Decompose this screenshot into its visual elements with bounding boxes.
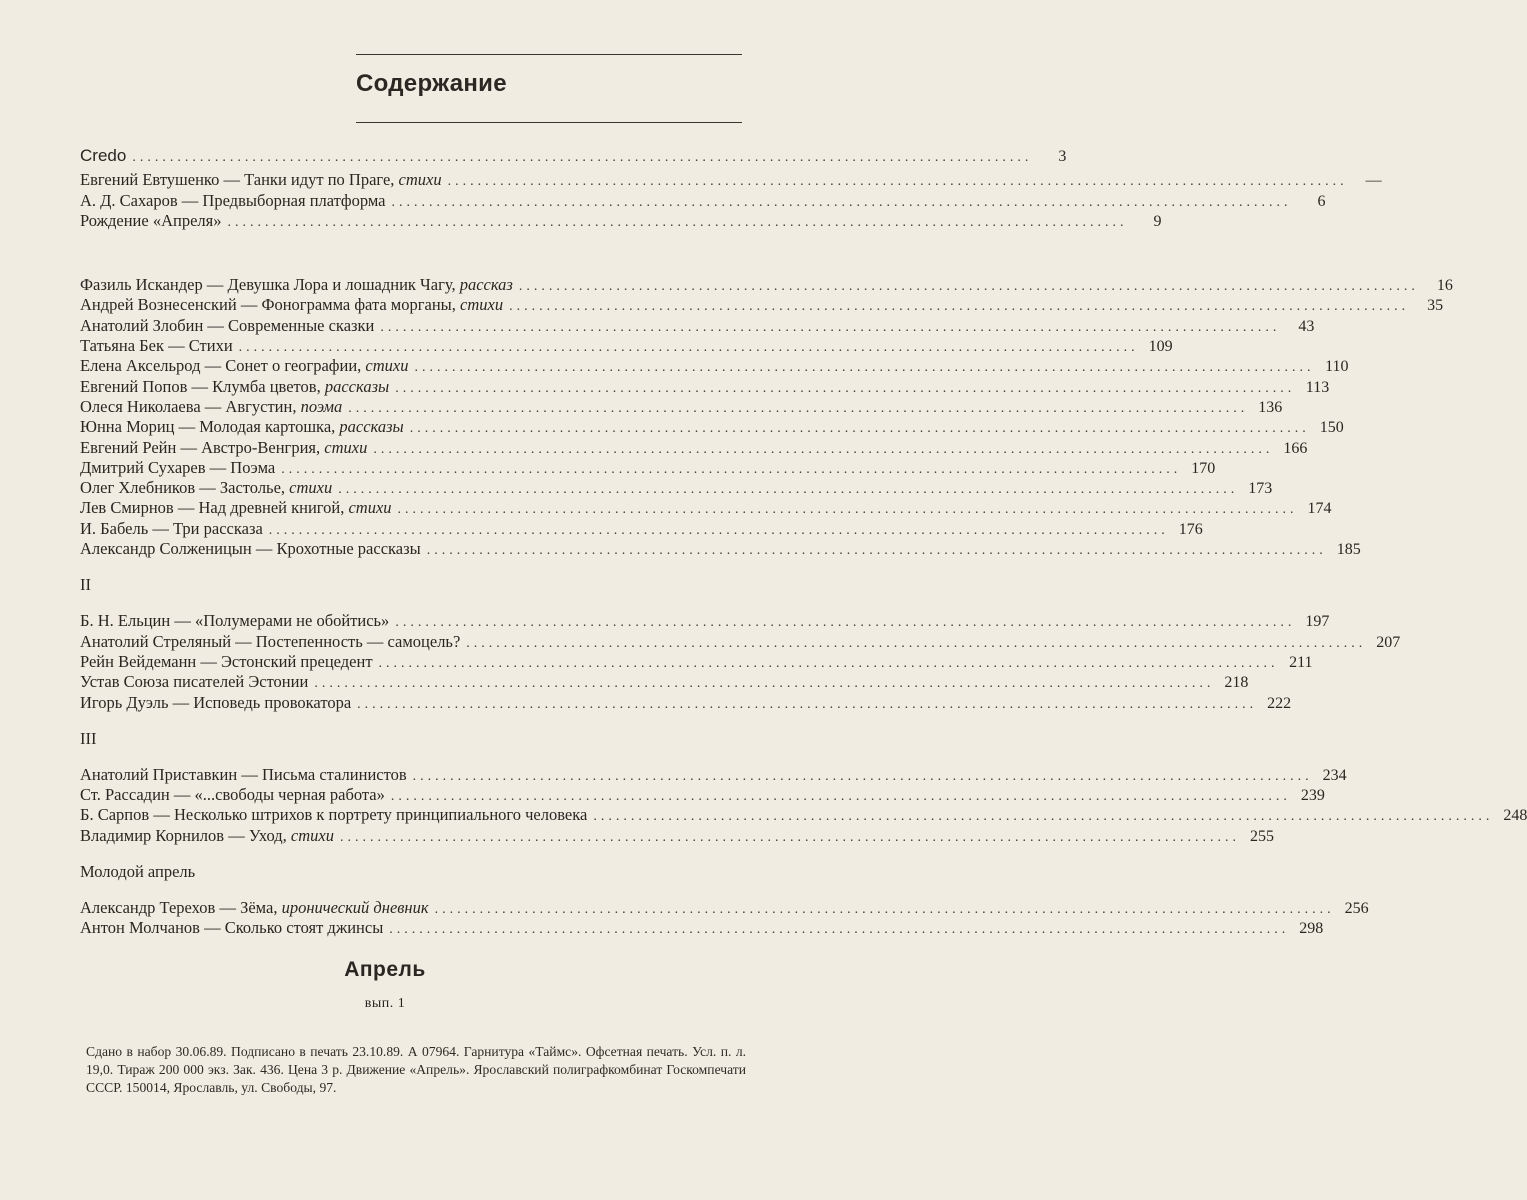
toc-entry	[80, 170, 1382, 190]
toc-leader-dots: ........................................................................................................................	[268, 522, 1169, 538]
toc-entry	[80, 146, 1067, 166]
toc-author: Евгений Рейн	[80, 437, 177, 457]
toc-work: Молодая картошка,	[199, 417, 336, 437]
toc-leader-dots: ........................................................................................................................	[373, 441, 1274, 457]
toc-leader-dots: ........................................................................................................................	[434, 902, 1335, 918]
toc-entry	[80, 457, 1216, 478]
toc-entry	[80, 539, 1361, 559]
toc-author: Рождение «Апреля»	[80, 210, 222, 230]
toc-author: Дмитрий Сухарев	[80, 457, 206, 477]
toc-work: Исповедь провокатора	[193, 692, 352, 712]
toc-entry-text: Антон Молчанов — Сколько стоят джинсы	[80, 918, 384, 938]
toc-author: Елена Аксельрод	[80, 356, 201, 376]
toc-author: Фазиль Искандер	[80, 275, 203, 295]
toc-entry	[80, 190, 1326, 211]
toc-page-number: 6	[1317, 192, 1326, 210]
toc-entry-text: И. Бабель — Три рассказа	[80, 518, 263, 538]
toc-leader-dots: ........................................................................................................................	[132, 150, 1033, 165]
toc-work: «Полумерами не обойтись»	[194, 611, 390, 631]
toc-page-number: 3	[1058, 148, 1067, 165]
toc-work: Австро-Венгрия,	[201, 437, 321, 457]
toc-author: Татьяна Бек	[80, 336, 164, 356]
toc-work: Августин,	[225, 396, 297, 416]
toc-page-number: 166	[1283, 439, 1308, 457]
toc-gap	[80, 882, 745, 898]
toc-entry-text: Ст. Рассадин — «...свободы черная работа»	[80, 785, 385, 805]
toc-page-number: 234	[1322, 766, 1347, 784]
toc-entry	[80, 396, 1283, 417]
toc-entry	[80, 295, 1444, 315]
toc-entry-text: Игорь Дуэль — Исповедь провокатора	[80, 692, 352, 712]
toc-page-number: 113	[1305, 378, 1330, 396]
toc-author: Игорь Дуэль	[80, 692, 169, 712]
toc-author: Ст. Рассадин	[80, 785, 170, 805]
toc-genre: стихи	[365, 356, 409, 376]
toc-work: Клумба цветов,	[212, 376, 321, 396]
toc-gap	[80, 231, 745, 253]
toc-work: Танки идут по Праге,	[244, 170, 395, 190]
toc-page-number: 136	[1258, 398, 1283, 416]
toc-work: Зёма,	[240, 898, 278, 918]
toc-entry-text: Лев Смирнов — Над древней книгой, стихи	[80, 498, 392, 518]
toc-author: Евгений Попов	[80, 376, 188, 396]
toc-section-heading: III	[80, 728, 97, 748]
toc-entry-text: Рейн Вейдеманн — Эстонский прецедент	[80, 651, 373, 671]
imprint-text: Сдано в набор 30.06.89. Подписано в печать 23.10.89. А 07964. Гарнитура «Таймс». Офсетная печать. Усл. п. л. 19,0. Тираж 200 000 экз. Зак. 436. Цена 3 р. Движение «Апрель». Ярославский полиграфкомбинат Госкомпечати СССР. 150014, Ярославль, ул. Свободы, 97.	[86, 1044, 746, 1095]
toc-work: Сонет о географии,	[225, 356, 362, 376]
toc-work: «...свободы черная работа»	[194, 785, 385, 805]
toc-entry-text: Анатолий Злобин — Современные сказки	[80, 315, 375, 335]
title-bottom-rule	[356, 122, 742, 123]
toc-author: Анатолий Стреляный	[80, 631, 232, 651]
issue-number: вып. 1	[364, 996, 406, 1011]
toc-entry-text: Евгений Рейн — Австро-Венгрия, стихи	[80, 437, 368, 457]
toc-entry	[80, 275, 1453, 295]
toc-entry-text: Б. Н. Ельцин — «Полумерами не обойтись»	[80, 611, 390, 631]
toc-genre: рассказ	[459, 275, 513, 295]
toc-page-number: 255	[1249, 827, 1274, 845]
toc-work: Сколько стоят джинсы	[224, 918, 384, 938]
toc-work: Стихи	[188, 336, 233, 356]
toc-author: Олеся Николаева	[80, 396, 201, 416]
toc-leader-dots: ........................................................................................................................	[389, 922, 1290, 938]
toc-entry	[80, 898, 1369, 918]
toc-gap	[80, 749, 745, 765]
toc-leader-dots: ........................................................................................................................	[412, 768, 1313, 784]
toc-entry	[80, 692, 1292, 713]
toc-author: Олег Хлебников	[80, 478, 196, 498]
toc-genre: стихи	[289, 478, 333, 498]
toc-entry	[80, 315, 1315, 336]
toc-work: Современные сказки	[228, 315, 375, 335]
toc-entry	[80, 825, 1274, 846]
toc-page-number: 110	[1325, 358, 1349, 376]
toc-page-number: 222	[1267, 694, 1292, 712]
toc-genre: стихи	[460, 295, 504, 315]
toc-leader-dots: ........................................................................................................................	[593, 809, 1494, 825]
toc-work: Несколько штрихов к портрету принципиального человека	[173, 805, 588, 825]
toc-page-number: 9	[1153, 212, 1162, 230]
toc-entry	[80, 651, 1313, 672]
toc-entry	[80, 210, 1162, 231]
toc-entry-text: Б. Сарпов — Несколько штрихов к портрету принципиального человека	[80, 805, 588, 825]
toc-work: Фонограмма фата морганы,	[261, 295, 456, 315]
toc-leader-dots: ........................................................................................................................	[509, 299, 1410, 315]
toc-gap	[80, 846, 745, 862]
toc-page-number: 197	[1305, 613, 1330, 631]
toc-author: Андрей Вознесенский	[80, 295, 237, 315]
toc-leader-dots: ........................................................................................................................	[414, 360, 1315, 376]
toc-page-number: 109	[1148, 338, 1173, 356]
toc-page-number: 150	[1319, 419, 1344, 437]
toc-page-number: 298	[1299, 920, 1324, 938]
toc-entry-text: Анатолий Приставкин — Письма сталинистов	[80, 764, 407, 784]
toc-entry	[80, 764, 1347, 785]
toc-work: Три рассказа	[172, 518, 263, 538]
toc-leader-dots: ........................................................................................................................	[314, 676, 1215, 692]
toc-page-number: 239	[1300, 787, 1325, 805]
toc-page-number: 248	[1503, 807, 1527, 825]
page-title: Содержание	[356, 70, 507, 97]
toc-entry	[80, 356, 1349, 376]
toc-leader-dots: ........................................................................................................................	[395, 380, 1296, 396]
magazine-title: Апрель	[344, 958, 426, 981]
toc-gap	[80, 713, 745, 729]
toc-leader-dots: ........................................................................................................................	[348, 400, 1249, 416]
toc-author: Устав Союза писателей Эстонии	[80, 672, 309, 692]
toc-leader-dots: ........................................................................................................................	[380, 319, 1281, 335]
toc-leader-dots: ........................................................................................................................	[357, 696, 1258, 712]
toc-leader-dots: ........................................................................................................................	[466, 635, 1367, 651]
toc-leader-dots: ........................................................................................................................	[281, 461, 1182, 477]
toc-page-number: 35	[1427, 297, 1444, 315]
toc-genre: стихи	[348, 498, 392, 518]
toc-entry-text: Андрей Вознесенский — Фонограмма фата морганы, стихи	[80, 295, 504, 315]
toc-entry-text: Олеся Николаева — Августин, поэма	[80, 396, 343, 416]
toc-work: Письма сталинистов	[261, 764, 407, 784]
toc-entry	[80, 631, 1401, 652]
toc-genre: рассказы	[339, 417, 404, 437]
toc-author: Евгений Евтушенко	[80, 170, 220, 190]
toc-page-number: 170	[1191, 459, 1216, 477]
toc-gap	[80, 559, 745, 575]
toc-entry-text: Евгений Евтушенко — Танки идут по Праге, стихи	[80, 170, 442, 190]
toc-entry	[80, 672, 1249, 692]
toc-work: Застолье,	[219, 478, 286, 498]
toc-author: Анатолий Приставкин	[80, 764, 238, 784]
toc-page-number: 211	[1289, 653, 1313, 671]
toc-entry-text: Владимир Корнилов — Уход, стихи	[80, 825, 334, 845]
toc-leader-dots: ........................................................................................................................	[378, 655, 1279, 671]
toc-entry-text: Александр Солженицын — Крохотные рассказы	[80, 539, 421, 559]
toc-author: Анатолий Злобин	[80, 315, 204, 335]
toc-section-heading: Молодой апрель	[80, 862, 196, 882]
toc-entry	[80, 918, 1324, 938]
toc-leader-dots: ........................................................................................................................	[395, 615, 1296, 631]
toc-entry	[80, 498, 1332, 518]
toc-work: Крохотные рассказы	[276, 539, 421, 559]
toc-genre: иронический дневник	[281, 898, 429, 918]
toc-author: Credo	[80, 146, 127, 165]
toc-entry	[80, 336, 1173, 356]
toc-leader-dots: ........................................................................................................................	[338, 482, 1239, 498]
toc-leader-dots: ........................................................................................................................	[447, 174, 1348, 190]
toc-author: Б. Н. Ельцин	[80, 611, 171, 631]
toc-entry-text: Фазиль Искандер — Девушка Лора и лошадник Чагу, рассказ	[80, 275, 513, 295]
toc-page-number: 174	[1307, 500, 1332, 518]
toc-genre: стихи	[290, 825, 334, 845]
toc-genre: стихи	[398, 170, 442, 190]
toc-author: Александр Солженицын	[80, 539, 252, 559]
toc-author: И. Бабель	[80, 518, 149, 538]
toc-entry	[80, 785, 1325, 805]
toc-author: Рейн Вейдеманн	[80, 651, 197, 671]
toc-entry	[80, 805, 1527, 825]
toc-leader-dots: ........................................................................................................................	[339, 829, 1240, 845]
toc-entry-text: Дмитрий Сухарев — Поэма	[80, 457, 276, 477]
toc-section-heading: II	[80, 575, 91, 595]
toc-author: Юнна Мориц	[80, 417, 175, 437]
toc-author: Лев Смирнов	[80, 498, 174, 518]
title-top-rule	[356, 54, 742, 55]
toc-page-number: 173	[1248, 480, 1273, 498]
toc-entry-text: Татьяна Бек — Стихи	[80, 336, 233, 356]
toc-leader-dots: ........................................................................................................................	[391, 194, 1292, 210]
toc-work: Над древней книгой,	[198, 498, 345, 518]
toc-entry	[80, 478, 1273, 498]
table-of-contents	[80, 146, 1527, 939]
toc-page-number: 176	[1178, 520, 1203, 538]
toc-page-number: 185	[1336, 541, 1361, 559]
toc-gap	[80, 595, 745, 611]
toc-leader-dots: ........................................................................................................................	[227, 214, 1128, 230]
toc-entry-text: Анатолий Стреляный — Постепенность — самоцель?	[80, 631, 461, 651]
toc-page-number: —	[1365, 172, 1382, 190]
toc-leader-dots: ........................................................................................................................	[426, 543, 1327, 559]
toc-genre: поэма	[300, 396, 343, 416]
toc-entry-text: Елена Аксельрод — Сонет о географии, стихи	[80, 356, 409, 376]
toc-page-number: 43	[1298, 317, 1315, 335]
toc-work: Постепенность — самоцель?	[255, 631, 461, 651]
toc-author: А. Д. Сахаров	[80, 190, 178, 210]
toc-page-number: 256	[1344, 900, 1369, 918]
toc-entry-text: Евгений Попов — Клумба цветов, рассказы	[80, 376, 390, 396]
toc-leader-dots: ........................................................................................................................	[238, 340, 1139, 356]
toc-entry	[80, 437, 1308, 458]
toc-author: Антон Молчанов	[80, 918, 200, 938]
toc-author: Владимир Корнилов	[80, 825, 225, 845]
toc-entry	[80, 611, 1330, 631]
toc-work: Поэма	[230, 457, 276, 477]
toc-entry	[80, 376, 1330, 397]
toc-work: Уход,	[248, 825, 287, 845]
toc-entry-text: Александр Терехов — Зёма, иронический дневник	[80, 898, 429, 918]
toc-page-number: 207	[1376, 633, 1401, 651]
toc-work: Предвыборная платформа	[202, 190, 386, 210]
toc-work: Эстонский прецедент	[221, 651, 373, 671]
toc-page-number: 16	[1436, 277, 1453, 295]
toc-entry-text: А. Д. Сахаров — Предвыборная платформа	[80, 190, 386, 210]
toc-page-number: 218	[1224, 674, 1249, 692]
toc-gap	[80, 253, 745, 275]
toc-genre: стихи	[324, 437, 368, 457]
toc-entry-text	[80, 672, 308, 692]
toc-entry-text: Олег Хлебников — Застолье, стихи	[80, 478, 333, 498]
toc-leader-dots: ........................................................................................................................	[409, 421, 1310, 437]
toc-entry	[80, 417, 1344, 437]
toc-work: Девушка Лора и лошадник Чагу,	[227, 275, 456, 295]
toc-author: Б. Сарпов	[80, 805, 150, 825]
toc-entry-text: Юнна Мориц — Молодая картошка, рассказы	[80, 417, 404, 437]
toc-leader-dots: ........................................................................................................................	[518, 279, 1419, 295]
toc-entry-text	[80, 211, 221, 231]
toc-entry-text	[80, 146, 126, 166]
toc-leader-dots: ........................................................................................................................	[390, 789, 1291, 805]
toc-leader-dots: ........................................................................................................................	[397, 502, 1298, 518]
toc-genre: рассказы	[324, 376, 390, 396]
toc-author: Александр Терехов	[80, 898, 216, 918]
toc-entry	[80, 518, 1203, 539]
